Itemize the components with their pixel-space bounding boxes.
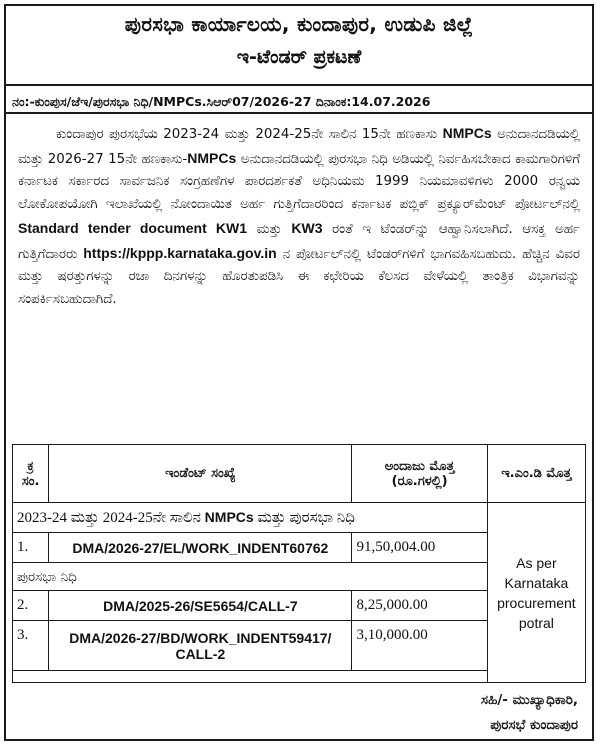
indent-number: DMA/2025-26/SE5654/CALL-7 [49,591,352,621]
tender-table [12,444,586,683]
body-text: ಅನುದಾನದಡಿಯಲ್ಲಿ ಮತ್ತು 2026-27 15ನೇ ಹಣಕಾಸು- [18,127,580,167]
header-sl-no: ಕ್ರ ಸಂ. [13,445,49,503]
header-divider [6,84,592,86]
notice-subtitle: ಇ-ಟೆಂಡರ್ ಪ್ರಕಟಣೆ [236,46,362,68]
signature-line-1: ಸಹಿ/- ಮುಖ್ಯಾಧಿಕಾರಿ, [480,692,578,708]
reference-line: ನಂ:-ಕುಂಪುಸ/ಜೆಇ/ಪುರಸಭಾ ನಿಧಿ/NMPCs.ಸಿಆರ್07/2026-27 ದಿನಾಂಕ:14.07.2026 [12,94,431,109]
table-header-row [13,445,586,503]
header-indent: ಇಂಡೆಂಟ್ ಸಂಖ್ಯೆ [49,445,352,503]
section-bold: NMPCs [204,508,254,525]
body-text: ಕುಂದಾಪುರ ಪುರಸಭೆಯ 2023-24 ಮತ್ತು 2024-25ನೇ ಸಾಲಿನ 15ನೇ ಹಣಕಾಸು [56,127,443,142]
indent-number: DMA/2026-27/BD/WORK_INDENT59417/ CALL-2 [49,621,352,671]
header-emd: ಇ.ಎಂ.ಡಿ ಮೊತ್ತ [487,445,585,503]
body-text: ಮತ್ತು [247,221,292,237]
body-bold-nmpcs: NMPCs [442,125,492,141]
body-bold-nmpcs: NMPCs [187,149,237,166]
section-heading-1 [13,503,488,533]
section-heading-2: ಪುರಸಭಾ ನಿಧಿ [13,563,488,591]
reference-divider [6,112,592,114]
row-number: 1. [13,533,49,563]
spacer-cell [13,671,488,683]
body-bold-kw3: KW3 [291,219,323,236]
notice-body [18,122,580,312]
body-bold-std-doc: Standard tender document KW1 [18,219,248,236]
tender-notice [4,4,594,741]
indent-number: DMA/2026-27/EL/WORK_INDENT60762 [49,533,352,563]
estimated-amount: 8,25,000.00 [352,591,487,621]
estimated-amount: 3,10,000.00 [352,621,487,671]
estimated-amount: 91,50,004.00 [352,533,487,563]
section-text: 2023-24 ಮತ್ತು 2024-25ನೇ ಸಾಲಿನ [17,509,205,526]
body-text: ರಂತೆ ಇ ಟೆಂಡರ್‌ನ್ನು ಆಹ್ವಾನಿಸಲಾಗಿದೆ. ಆಸಕ್ತ ಅರ್ಹ ಗುತ್ತಿಗೆದಾರರು [18,221,580,262]
row-number: 3. [13,621,49,671]
office-title: ಪುರಸಭಾ ಕಾರ್ಯಾಲಯ, ಕುಂದಾಪುರ, ಉಡುಪಿ ಜಿಲ್ಲೆ [124,12,474,36]
header-amount: ಅಂದಾಜು ಮೊತ್ತ (ರೂ.ಗಳಲ್ಲಿ) [352,445,487,503]
emd-cell: As per Karnataka procurement potral [487,503,585,683]
body-text: ಅನುದಾನದಡಿಯಲ್ಲಿ ಪುರಸಭಾ ನಿಧಿ ಅಡಿಯಲ್ಲಿ ನಿರ್ವಹಿಸಬೇಕಾದ ಕಾಮಗಾರಿಗಳಿಗೆ ಕರ್ನಾಟಕ ಸರ್ಕಾರದ ಸಾರ್ವಜನಿಕ ಸಂಗ್ರಹಣೆಗಳ ಪಾರದರ್ಶಕತೆ ಅಧಿನಿಯಮ 1999 ನಿಯಮಾವಳಿಗಳು 2000 ರನ್ವಯ ಲೋಕೋಪಯೋಗಿ ಇಲಾಖೆಯಲ್ಲಿ ನೋಂದಾಯಿತ ಅರ್ಹ ಗುತ್ತಿಗೆದಾರರಿಂದ ಕರ್ನಾಟಕ ಪಬ್ಲಿಕ್ ಪ್ರಕ್ಯೂರ್‌ಮೆಂಟ್ ಪೋರ್ಟಲ್‌ನಲ್ಲಿ [18,151,580,213]
signature-line-2: ಪುರಸಭೆ ಕುಂದಾಪುರ [490,717,578,733]
section-row [13,503,586,533]
portal-url: https://kppp.karnataka.gov.in [83,244,277,261]
section-text: ಮತ್ತು ಪುರಸಭಾ ನಿಧಿ [253,509,355,526]
body-text: ನ ಪೋರ್ಟಲ್‌ನಲ್ಲಿ ಟೆಂಡರ್‌ಗಳಿಗೆ ಭಾಗವಹಿಸಬಹುದು. ಹೆಚ್ಚಿನ ವಿವರ ಮತ್ತು ಷರತ್ತುಗಳನ್ನು ರಜಾ ದಿನಗಳನ್ನು ಹೊರತುಪಡಿಸಿ ಈ ಕಛೇರಿಯ ಕೆಲಸದ ವೇಳೆಯಲ್ಲಿ ತಾಂತ್ರಿಕ ವಿಭಾಗವನ್ನು ಸಂಪರ್ಕಿಸಬಹುದಾಗಿದೆ. [18,246,580,307]
row-number: 2. [13,591,49,621]
